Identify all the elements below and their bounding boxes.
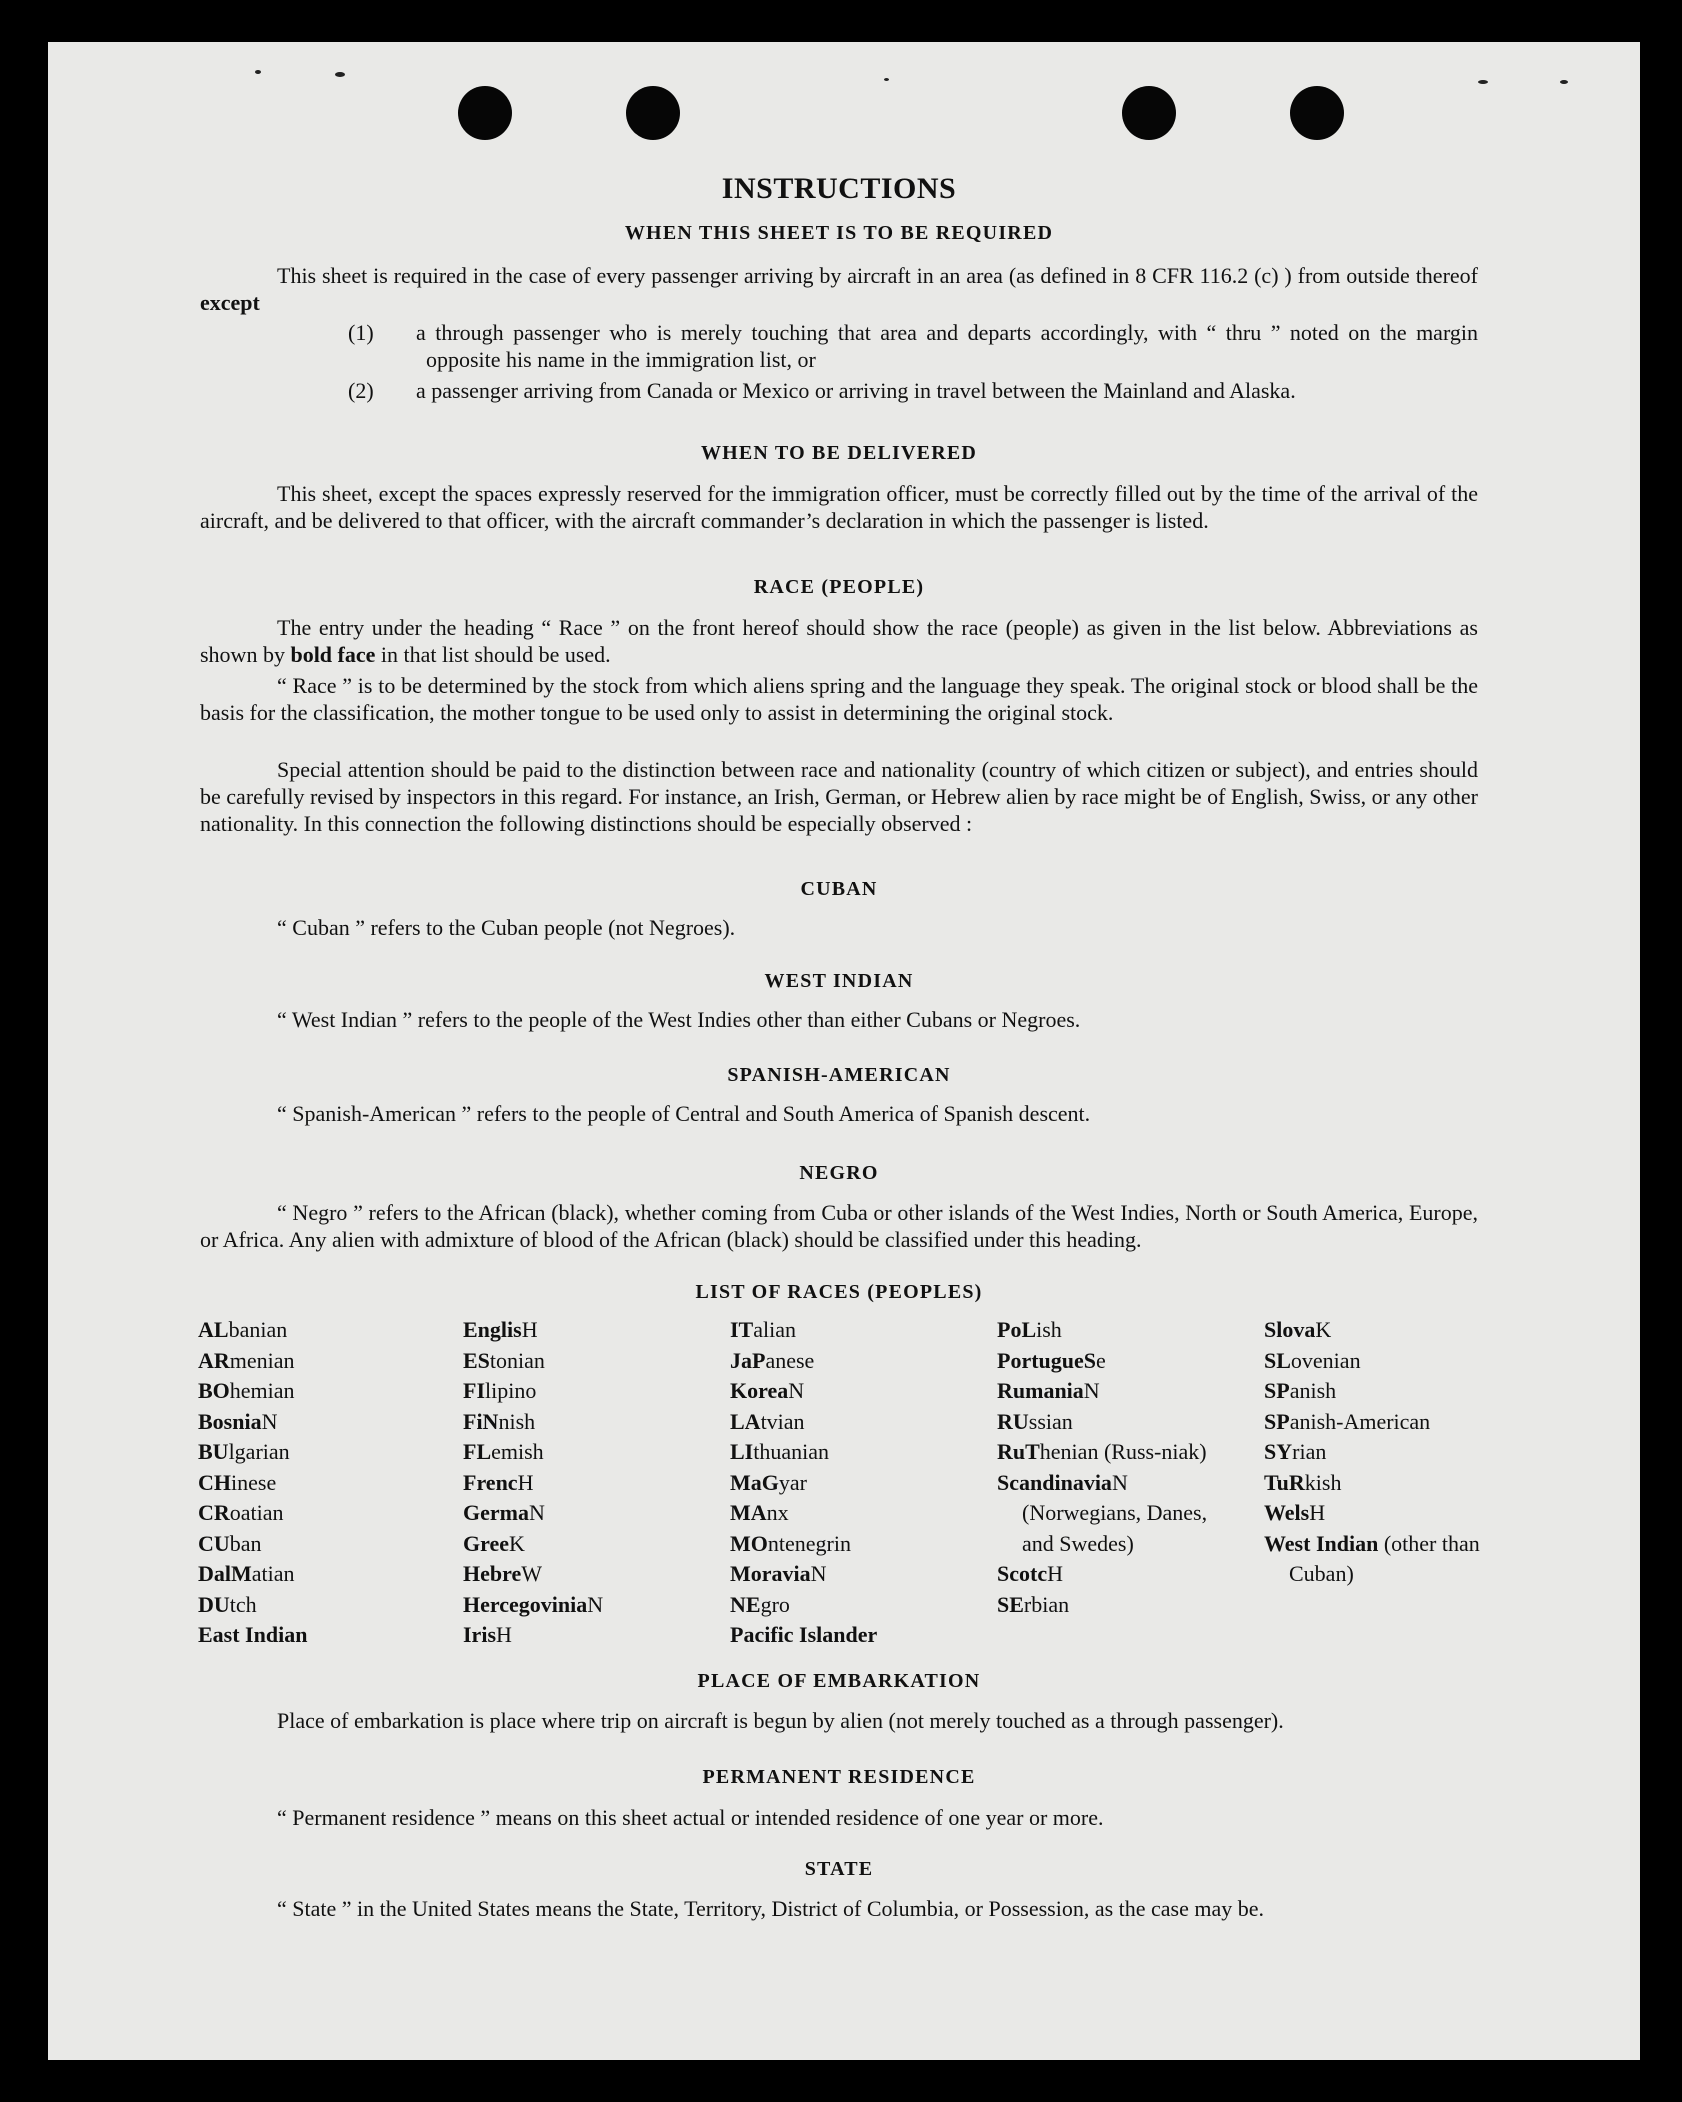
race-name-rest: N <box>587 1591 604 1617</box>
race-name-rest: N (Norwegians, Danes, and Swedes) <box>1022 1469 1208 1556</box>
race-name-rest: yar <box>778 1469 807 1495</box>
race-entry <box>1264 1498 1489 1529</box>
race-name-rest: tvian <box>760 1408 805 1434</box>
spanish-american-text: “ Spanish-American ” refers to the people of Central and South America of Spanish descent. <box>277 1101 1091 1126</box>
page-title: INSTRUCTIONS <box>721 172 957 205</box>
race-entry <box>730 1529 980 1560</box>
race-entry <box>997 1590 1222 1621</box>
race-name-rest: emish <box>491 1439 544 1464</box>
race-entry <box>997 1437 1222 1468</box>
race-abbreviation: West Indian <box>1264 1530 1379 1556</box>
cuban-text: “ Cuban ” refers to the Cuban people (not Negroes). <box>277 915 736 940</box>
race-abbreviation: Scandinavia <box>997 1469 1112 1495</box>
races-column-5 <box>1264 1315 1489 1590</box>
race-name-rest: nx <box>766 1500 789 1525</box>
race-name-rest: (other than Cuban) <box>1289 1530 1480 1586</box>
race-name-rest: oatian <box>229 1500 284 1525</box>
race-paragraph-1 <box>200 614 1478 668</box>
permanent-residence-text: “ Permanent residence ” means on this sheet actual or intended residence of one year or more. <box>277 1805 1104 1830</box>
section-heading-negro: NEGRO <box>799 1162 879 1184</box>
race-abbreviation: Slova <box>1264 1317 1316 1342</box>
race-entry <box>463 1559 713 1590</box>
race-name-rest: K <box>509 1530 525 1556</box>
race-abbreviation: Englis <box>463 1317 522 1342</box>
race-name-rest: gro <box>760 1591 790 1617</box>
race-entry <box>198 1315 448 1346</box>
race-name-rest: H <box>496 1622 512 1647</box>
item-text: a passenger arriving from Canada or Mexico or arriving in travel between the Mainland and Alaska. <box>416 378 1296 403</box>
race-name-rest: tch <box>229 1591 257 1617</box>
race-entry <box>198 1559 448 1590</box>
race-abbreviation: Bosnia <box>198 1408 262 1434</box>
race-abbreviation: FL <box>463 1439 492 1464</box>
race-entry <box>463 1529 713 1560</box>
punch-hole <box>458 86 512 140</box>
race-name-rest: N <box>261 1408 278 1434</box>
race-entry <box>730 1620 980 1651</box>
race-entry <box>463 1346 713 1377</box>
race-abbreviation: RU <box>997 1408 1029 1434</box>
race-paragraph-3: Special attention should be paid to the distinction between race and nationality (country of which citizen or subject), and entries should be carefully revised by inspectors in this regard. For instance, an Irish, German, or Hebrew alien by race might be of English, Swiss, or any other nationality. In this connection the following distinctions should be especially observed : <box>200 757 1478 836</box>
bold-face-emphasis: bold face <box>290 642 376 667</box>
race-abbreviation: DalM <box>198 1561 252 1586</box>
race-entry <box>997 1468 1222 1560</box>
race-entry <box>198 1346 448 1377</box>
race-abbreviation: LA <box>730 1408 761 1434</box>
race-paragraph-1-before: The entry under the heading “ Race ” on the front hereof should show the race (people) as given in the list below. Abbreviations as shown by <box>200 615 1478 667</box>
race-entry <box>997 1407 1222 1438</box>
race-paragraph-2: “ Race ” is to be determined by the stock from which aliens spring and the language they speak. The original stock or blood shall be the basis for the classification, the mother tongue to be used only to assist in determining the original stock. <box>200 673 1478 725</box>
race-abbreviation: AL <box>198 1317 229 1342</box>
race-entry <box>1264 1376 1489 1407</box>
race-name-rest: N <box>528 1500 545 1525</box>
race-name-rest: inese <box>231 1469 277 1495</box>
race-name-rest: anish-American <box>1289 1408 1431 1434</box>
race-abbreviation: Korea <box>730 1378 789 1403</box>
race-abbreviation: AR <box>198 1347 230 1373</box>
race-name-rest: lgarian <box>228 1439 290 1464</box>
item-number: (2) <box>348 378 374 403</box>
race-name-rest: N <box>788 1378 805 1403</box>
race-entry <box>1264 1529 1489 1590</box>
race-abbreviation: RuT <box>997 1439 1040 1464</box>
item-text: a through passenger who is merely touching that area and departs accordingly, with “ thru ” noted on the margin opposite his name in the immigration list, or <box>416 320 1478 372</box>
section-heading-west-indian: WEST INDIAN <box>764 970 914 992</box>
race-entry <box>463 1498 713 1529</box>
race-name-rest: thuanian <box>753 1439 830 1464</box>
race-entry <box>730 1315 980 1346</box>
punch-hole <box>1122 86 1176 140</box>
races-column-3 <box>730 1315 980 1651</box>
punch-hole <box>626 86 680 140</box>
race-entry <box>198 1620 448 1651</box>
race-entry <box>463 1407 713 1438</box>
race-name-rest: rbian <box>1023 1591 1070 1617</box>
race-name-rest: nish <box>498 1408 536 1434</box>
section-heading-list-of-races: LIST OF RACES (PEOPLES) <box>695 1281 983 1303</box>
race-name-rest: rian <box>1292 1439 1327 1464</box>
race-entry <box>1264 1315 1489 1346</box>
speck <box>884 78 889 81</box>
race-name-rest: ovenian <box>1290 1347 1361 1373</box>
race-entry <box>463 1590 713 1621</box>
race-abbreviation: Scotc <box>997 1561 1048 1586</box>
race-name-rest: N <box>1083 1378 1100 1403</box>
embarkation-text: Place of embarkation is place where trip on aircraft is begun by alien (not merely touched as a through passenger). <box>277 1708 1284 1733</box>
race-name-rest: alian <box>753 1317 797 1342</box>
race-abbreviation: PortugueS <box>997 1347 1096 1373</box>
when-required-intro <box>200 262 1478 316</box>
race-entry <box>730 1468 980 1499</box>
when-delivered-text: This sheet, except the spaces expressly reserved for the immigration officer, must be correctly filled out by the time of the arrival of the aircraft, and be delivered to that officer, with the aircraft commander’s declaration in which the passenger is listed. <box>200 481 1478 533</box>
race-abbreviation: IT <box>730 1317 754 1342</box>
race-name-rest: banian <box>228 1317 288 1342</box>
race-abbreviation: MaG <box>730 1469 779 1495</box>
race-abbreviation: East Indian <box>198 1622 308 1647</box>
race-name-rest: W <box>521 1561 543 1586</box>
race-entry <box>1264 1437 1489 1468</box>
race-abbreviation: CU <box>198 1530 230 1556</box>
negro-text: “ Negro ” refers to the African (black), whether coming from Cuba or other islands of the West Indies, North or South America, Europe, or Africa. Any alien with admixture of blood of the African (black) should be classified under this heading. <box>200 1200 1478 1252</box>
race-name-rest: ssian <box>1028 1408 1073 1434</box>
race-entry <box>463 1315 713 1346</box>
race-name-rest: e <box>1096 1347 1106 1373</box>
item-number: (1) <box>348 320 374 345</box>
west-indian-text: “ West Indian ” refers to the people of the West Indies other than either Cubans or Negroes. <box>277 1007 1081 1032</box>
exception-item-2 <box>348 377 1478 404</box>
race-abbreviation: JaP <box>730 1347 766 1373</box>
race-abbreviation: NE <box>730 1591 761 1617</box>
race-abbreviation: Moravia <box>730 1561 811 1586</box>
race-entry <box>198 1468 448 1499</box>
race-entry <box>463 1376 713 1407</box>
race-abbreviation: LI <box>730 1439 754 1464</box>
race-entry <box>997 1315 1222 1346</box>
when-required-intro-text: This sheet is required in the case of every passenger arriving by aircraft in an area (as defined in 8 CFR 116.2 (c) ) from outside thereof <box>277 263 1478 288</box>
race-abbreviation: Iris <box>463 1622 496 1647</box>
race-abbreviation: Hebre <box>463 1561 522 1586</box>
race-abbreviation: SP <box>1264 1408 1290 1434</box>
race-entry <box>730 1590 980 1621</box>
race-abbreviation: ES <box>463 1347 490 1373</box>
race-abbreviation: CH <box>198 1469 231 1495</box>
race-name-rest: H <box>1309 1500 1326 1525</box>
race-name-rest: hemian <box>229 1378 295 1403</box>
section-heading-permanent-residence: PERMANENT RESIDENCE <box>702 1766 976 1788</box>
race-abbreviation: Wels <box>1264 1500 1310 1525</box>
race-entry <box>997 1346 1222 1377</box>
race-entry <box>730 1407 980 1438</box>
race-name-rest: menian <box>229 1347 295 1373</box>
speck <box>1560 80 1568 84</box>
race-name-rest: kish <box>1304 1469 1342 1495</box>
section-heading-when-required: WHEN THIS SHEET IS TO BE REQUIRED <box>624 222 1054 244</box>
race-entry <box>198 1437 448 1468</box>
race-paragraph-1-after: in that list should be used. <box>380 642 611 667</box>
race-abbreviation: FI <box>463 1378 485 1403</box>
race-name-rest: henian (Russ-niak) <box>1039 1439 1207 1464</box>
speck <box>335 72 345 77</box>
race-abbreviation: TuR <box>1264 1469 1305 1495</box>
section-heading-spanish-american: SPANISH-AMERICAN <box>727 1064 951 1086</box>
section-heading-when-delivered: WHEN TO BE DELIVERED <box>700 442 978 464</box>
race-entry <box>1264 1346 1489 1377</box>
race-entry <box>198 1498 448 1529</box>
race-entry <box>997 1559 1222 1590</box>
race-entry <box>730 1376 980 1407</box>
race-name-rest: H <box>521 1317 538 1342</box>
races-column-1 <box>198 1315 448 1651</box>
race-abbreviation: SY <box>1264 1439 1293 1464</box>
state-text: “ State ” in the United States means the State, Territory, District of Columbia, or Possession, as the case may be. <box>277 1896 1265 1921</box>
race-entry <box>1264 1468 1489 1499</box>
section-heading-embarkation: PLACE OF EMBARKATION <box>697 1670 981 1692</box>
race-entry <box>463 1437 713 1468</box>
section-heading-state: STATE <box>804 1858 874 1880</box>
race-entry <box>730 1559 980 1590</box>
race-abbreviation: MA <box>730 1500 767 1525</box>
race-abbreviation: SL <box>1264 1347 1291 1373</box>
race-entry <box>198 1376 448 1407</box>
race-name-rest: anese <box>765 1347 815 1373</box>
race-name-rest: atian <box>251 1561 295 1586</box>
race-abbreviation: BU <box>198 1439 229 1464</box>
race-abbreviation: FiN <box>463 1408 499 1434</box>
race-abbreviation: Hercegovinia <box>463 1591 588 1617</box>
race-abbreviation: DU <box>198 1591 230 1617</box>
race-name-rest: ish <box>1036 1317 1062 1342</box>
speck <box>255 70 261 74</box>
race-abbreviation: BO <box>198 1378 230 1403</box>
race-abbreviation: Rumania <box>997 1378 1084 1403</box>
race-name-rest: N <box>810 1561 827 1586</box>
race-name-rest: ntenegrin <box>767 1530 851 1556</box>
races-column-2 <box>463 1315 713 1651</box>
race-name-rest: H <box>1047 1561 1063 1586</box>
race-entry <box>997 1376 1222 1407</box>
race-name-rest: H <box>517 1469 534 1495</box>
race-abbreviation: Germa <box>463 1500 529 1525</box>
race-name-rest: K <box>1315 1317 1332 1342</box>
race-name-rest: ban <box>229 1530 262 1556</box>
except-emphasis: except <box>200 290 260 315</box>
race-name-rest: tonian <box>489 1347 545 1373</box>
race-abbreviation: PoL <box>997 1317 1037 1342</box>
race-entry <box>463 1468 713 1499</box>
race-abbreviation: SE <box>997 1591 1024 1617</box>
race-entry <box>730 1498 980 1529</box>
race-abbreviation: Pacific Islander <box>730 1622 878 1647</box>
races-column-4 <box>997 1315 1222 1620</box>
punch-hole <box>1290 86 1344 140</box>
race-entry <box>730 1437 980 1468</box>
race-entry <box>198 1407 448 1438</box>
section-heading-cuban: CUBAN <box>800 878 878 900</box>
race-entry <box>463 1620 713 1651</box>
race-entry <box>198 1590 448 1621</box>
race-abbreviation: MO <box>730 1530 768 1556</box>
race-abbreviation: Gree <box>463 1530 510 1556</box>
race-abbreviation: Frenc <box>463 1469 518 1495</box>
race-entry <box>1264 1407 1489 1438</box>
race-abbreviation: CR <box>198 1500 230 1525</box>
race-entry <box>730 1346 980 1377</box>
race-entry <box>198 1529 448 1560</box>
race-name-rest: anish <box>1289 1378 1337 1403</box>
race-abbreviation: SP <box>1264 1378 1290 1403</box>
exception-item-1 <box>348 319 1478 373</box>
race-name-rest: lipino <box>485 1378 537 1403</box>
speck <box>1478 80 1488 84</box>
section-heading-race: RACE (PEOPLE) <box>753 576 925 598</box>
